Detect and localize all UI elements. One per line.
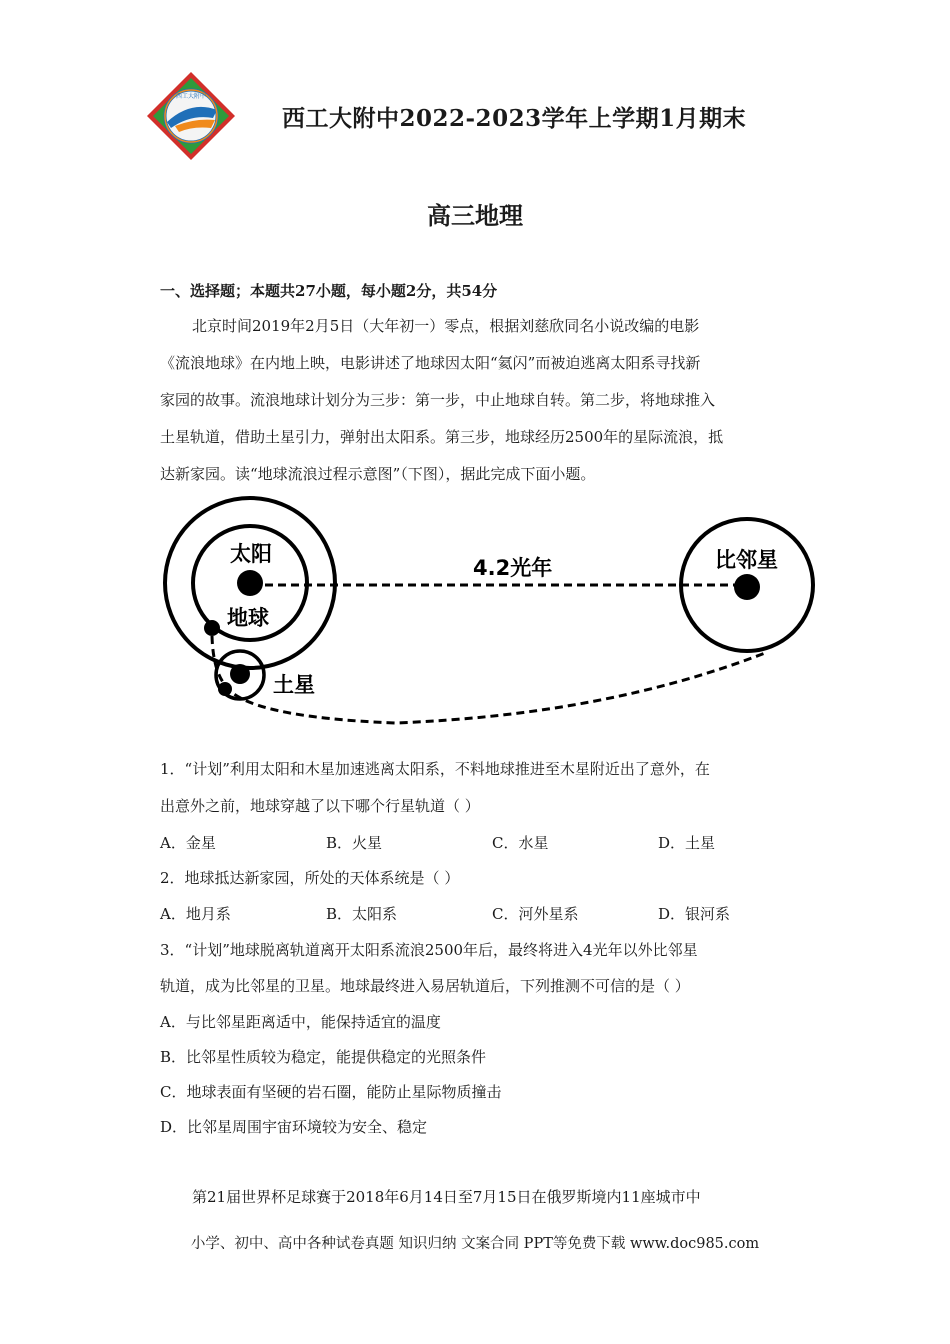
question-2-line-1: 2．地球抵达新家园，所处的天体系统是（ ） [160,869,460,887]
question-1-option-c[interactable]: C．水星 [492,834,549,852]
passage-line: 土星轨道，借助土星引力，弹射出太阳系。第三步，地球经历2500年的星际流浪，抵 [160,428,724,446]
sun-dot [237,570,263,596]
question-1-option-a[interactable]: A．金星 [160,834,216,852]
question-3-option-b[interactable]: B．比邻星性质较为稳定，能提供稳定的光照条件 [160,1048,487,1066]
wandering-earth-diagram [155,495,835,735]
question-1-line-1: 1．“计划”利用太阳和木星加速逃离太阳系，不料地球推进至木星附近出了意外，在 [160,760,710,778]
earth-label: 地球 [227,606,269,630]
proxima-dot [734,574,760,600]
proxima-label: 比邻星 [715,548,778,572]
question-2-option-a[interactable]: A．地月系 [160,905,231,923]
passage [160,308,790,493]
passage-line: 家园的故事。流浪地球计划分为三步：第一步，中止地球自转。第二步，将地球推入 [160,391,716,409]
question-3-option-c[interactable]: C．地球表面有坚硬的岩石圈，能防止星际物质撞击 [160,1083,502,1101]
passage-line: 北京时间2019年2月5日（大年初一）零点，根据刘慈欣同名小说改编的电影 [192,317,700,335]
sun-label: 太阳 [230,542,272,566]
question-2-option-b[interactable]: B．太阳系 [326,905,398,923]
passage-line: 《流浪地球》在内地上映，电影讲述了地球因太阳“氦闪”而被迫逃离太阳系寻找新 [160,354,701,372]
page-title: 西工大附中2022-2023学年上学期1月期末 [282,105,747,132]
question-3-option-a[interactable]: A．与比邻星距离适中，能保持适宜的温度 [160,1013,441,1031]
question-3-line-1: 3．“计划”地球脱离轨道离开太阳系流浪2500年后，最终将进入4光年以外比邻星 [160,941,698,959]
section-heading: 一、选择题；本题共27小题，每小题2分，共54分 [160,282,498,300]
saturn-label: 土星 [273,673,315,697]
logo-text: 西工大附中 [175,93,207,100]
school-logo [145,70,237,162]
next-passage-line: 第21届世界杯足球赛于2018年6月14日至7月15日在俄罗斯境内11座城市中 [192,1188,701,1206]
question-2-option-d[interactable]: D．银河系 [658,905,731,923]
page-footer: 小学、初中、高中各种试卷真题 知识归纳 文案合同 PPT等免费下载 www.doc985.com [190,1236,760,1252]
earth-dot [204,620,220,636]
question-3-option-d[interactable]: D．比邻星周围宇宙环境较为安全、稳定 [160,1118,428,1136]
question-3-line-2: 轨道，成为比邻星的卫星。地球最终进入易居轨道后，下列推测不可信的是（ ） [160,977,690,995]
question-1-line-2: 出意外之前，地球穿越了以下哪个行星轨道（ ） [160,797,480,815]
page-subtitle: 高三地理 [427,201,523,230]
saturn-dot [230,664,250,684]
passage-line: 达新家园。读“地球流浪过程示意图”（下图），据此完成下面小题。 [160,465,596,483]
question-2-option-c[interactable]: C．河外星系 [492,905,579,923]
question-1-option-b[interactable]: B．火星 [326,834,383,852]
question-1-option-d[interactable]: D．土星 [658,834,716,852]
distance-label: 4.2光年 [473,556,553,580]
